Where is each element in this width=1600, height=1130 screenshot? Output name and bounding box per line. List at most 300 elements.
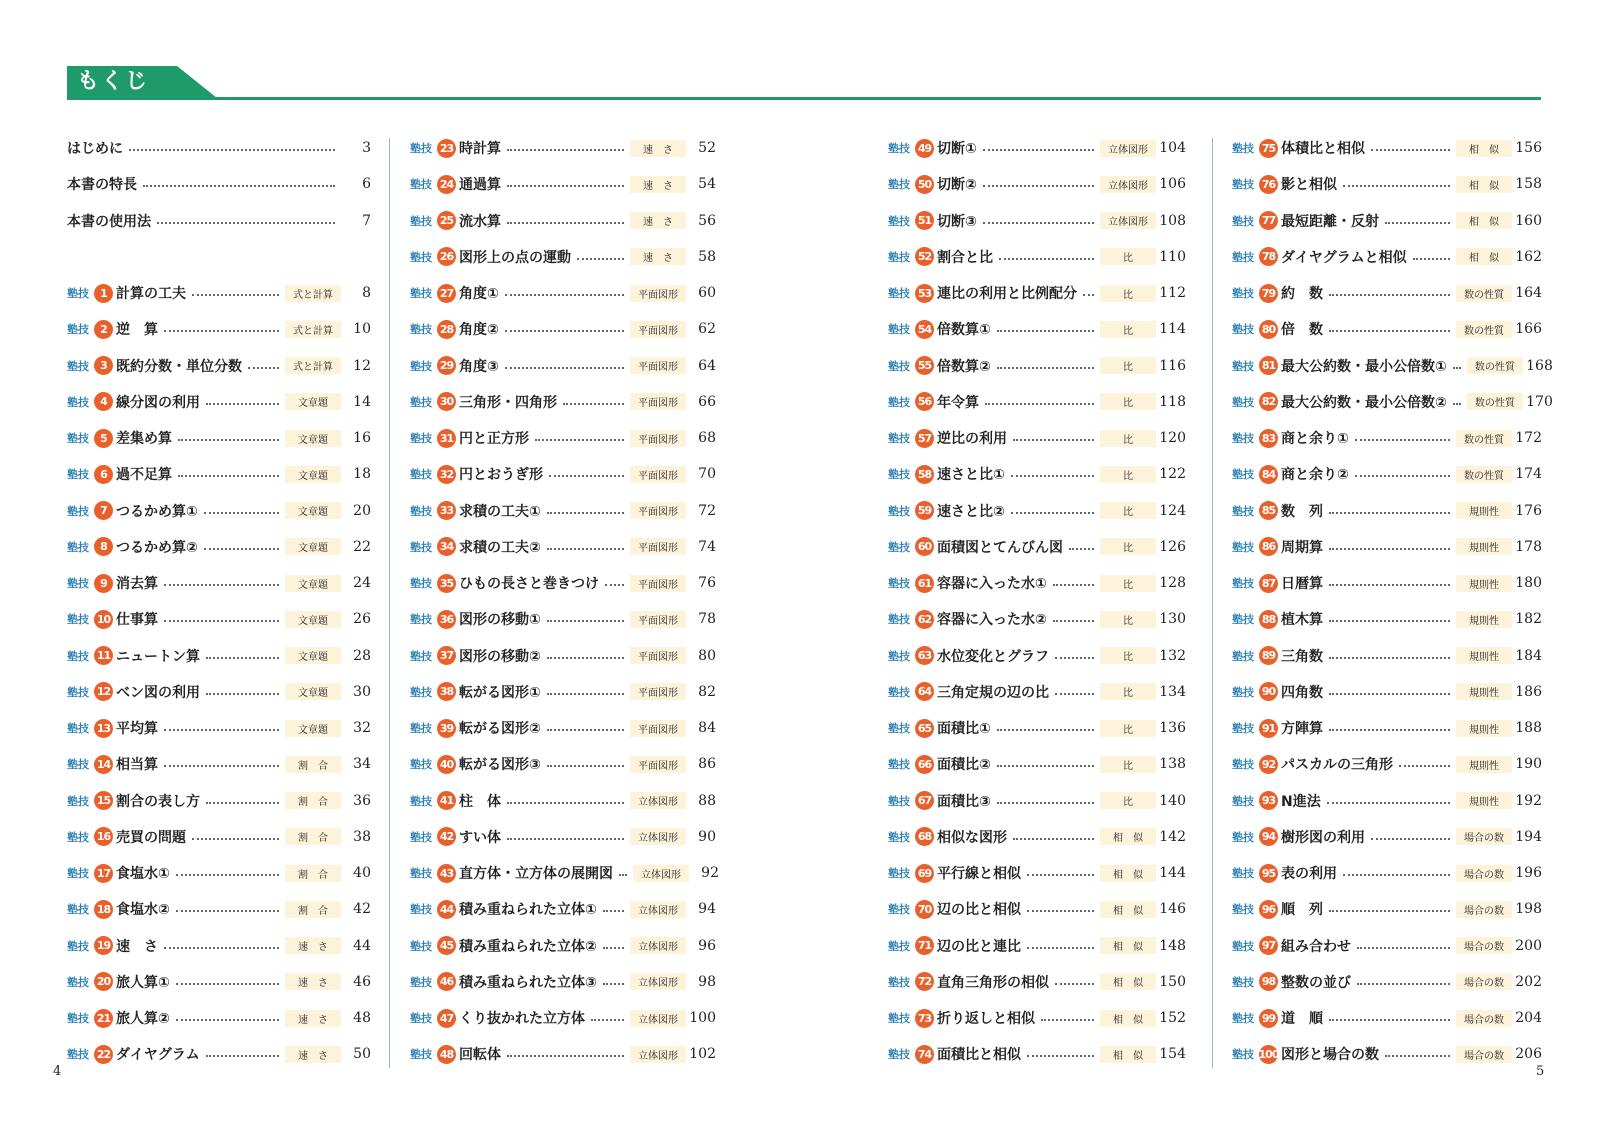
toc-entry[interactable] <box>888 170 1186 198</box>
entry-title: 積み重ねられた立体① <box>459 902 597 919</box>
toc-entry[interactable] <box>1232 932 1542 960</box>
toc-entry[interactable] <box>410 460 716 488</box>
leader-dots <box>547 512 624 514</box>
toc-entry[interactable] <box>410 787 716 815</box>
category-label: 比 <box>1100 248 1156 265</box>
juku-tag: 塾技 <box>410 395 432 409</box>
toc-entry[interactable] <box>888 859 1186 887</box>
entry-page: 36 <box>353 792 371 809</box>
toc-entry[interactable] <box>67 388 371 416</box>
toc-entry[interactable] <box>67 533 371 561</box>
toc-entry[interactable] <box>888 1004 1186 1032</box>
entry-page: 122 <box>1159 466 1186 483</box>
toc-entry[interactable] <box>1232 460 1542 488</box>
leader-dots <box>999 258 1094 260</box>
toc-entry[interactable] <box>1232 243 1542 271</box>
entry-page: 54 <box>698 176 716 193</box>
entry-number-badge: 17 <box>94 864 113 883</box>
entry-page: 24 <box>353 575 371 591</box>
leader-dots <box>1027 947 1094 949</box>
toc-entry[interactable] <box>1232 859 1542 887</box>
juku-tag: 塾技 <box>410 504 432 518</box>
entry-title: 過不足算 <box>116 467 172 484</box>
juku-tag: 塾技 <box>1232 540 1254 554</box>
entry-number-badge: 40 <box>437 755 456 774</box>
leader-dots <box>1011 475 1094 477</box>
entry-page: 8 <box>362 285 371 301</box>
category-label: 数の性質 <box>1456 321 1512 338</box>
entry-title: ダイヤグラム <box>116 1047 200 1064</box>
toc-entry[interactable] <box>410 678 716 706</box>
leader-dots <box>176 983 279 985</box>
toc-header <box>67 66 1541 100</box>
entry-number-badge: 22 <box>94 1045 113 1064</box>
category-label: 立体図形 <box>1100 140 1156 157</box>
juku-tag: 塾技 <box>888 1048 910 1062</box>
toc-entry[interactable] <box>888 750 1186 778</box>
entry-number-badge: 86 <box>1259 537 1278 556</box>
entry-number-badge: 24 <box>437 175 456 194</box>
entry-number-badge: 32 <box>437 465 456 484</box>
toc-entry[interactable] <box>410 134 716 162</box>
toc-entry[interactable] <box>67 279 371 307</box>
toc-entry[interactable] <box>888 243 1186 271</box>
entry-number-badge: 89 <box>1259 646 1278 665</box>
juku-tag: 塾技 <box>888 323 910 337</box>
toc-entry[interactable] <box>410 1040 716 1068</box>
category-label: 比 <box>1100 321 1156 338</box>
leader-dots <box>997 330 1094 332</box>
leader-dots <box>1329 294 1450 296</box>
entry-page: 190 <box>1515 756 1542 773</box>
category-label: 規則性 <box>1456 611 1512 628</box>
leader-dots <box>1329 330 1450 332</box>
leader-dots <box>176 874 279 876</box>
toc-entry[interactable] <box>1232 895 1542 923</box>
leader-dots <box>997 729 1094 731</box>
toc-entry[interactable] <box>67 787 371 815</box>
toc-entry[interactable] <box>1232 497 1542 525</box>
leader-dots <box>1329 910 1450 912</box>
leader-dots <box>1371 838 1450 840</box>
entry-page: 180 <box>1515 575 1542 591</box>
category-label: 数の性質 <box>1456 430 1512 447</box>
entry-title: 直角三角形の相似 <box>937 974 1049 991</box>
toc-entry[interactable] <box>1232 207 1542 235</box>
entry-page: 132 <box>1159 647 1186 664</box>
toc-entry[interactable] <box>888 642 1186 670</box>
toc-entry[interactable] <box>410 569 716 597</box>
category-label: 平面図形 <box>630 756 686 773</box>
leader-dots <box>1329 584 1450 586</box>
entry-page: 142 <box>1159 828 1186 845</box>
juku-tag: 塾技 <box>1232 323 1254 337</box>
entry-page: 7 <box>362 212 371 229</box>
leader-dots <box>164 947 279 949</box>
entry-title: 面積比と相似 <box>937 1047 1021 1064</box>
juku-tag: 塾技 <box>410 540 432 554</box>
entry-page: 26 <box>353 611 371 628</box>
toc-entry[interactable] <box>888 424 1186 452</box>
entry-page: 102 <box>689 1046 716 1063</box>
category-label: 割 合 <box>285 865 341 882</box>
leader-dots <box>549 475 624 477</box>
juku-tag: 塾技 <box>410 577 432 590</box>
leader-dots <box>1053 584 1094 586</box>
toc-entry[interactable] <box>1232 424 1542 452</box>
entry-title: 倍 数 <box>1281 322 1323 339</box>
juku-tag: 塾技 <box>888 722 910 735</box>
entry-number-badge: 61 <box>915 574 934 593</box>
toc-entry[interactable] <box>888 460 1186 488</box>
toc-entry[interactable] <box>67 932 371 960</box>
toc-entry[interactable] <box>888 968 1186 996</box>
category-label: 相 似 <box>1100 865 1156 882</box>
toc-entry[interactable] <box>1232 352 1553 380</box>
toc-entry[interactable] <box>67 968 371 996</box>
entry-number-badge: 97 <box>1259 936 1278 955</box>
leader-dots <box>206 403 279 405</box>
entry-page: 82 <box>698 683 716 700</box>
toc-entry[interactable] <box>410 605 716 633</box>
toc-entry[interactable] <box>888 207 1186 235</box>
toc-entry[interactable] <box>1232 823 1542 851</box>
toc-entry[interactable] <box>410 895 716 923</box>
toc-entry[interactable] <box>410 170 716 198</box>
toc-entry[interactable] <box>410 968 716 996</box>
entry-page: 182 <box>1515 611 1542 628</box>
toc-entry[interactable] <box>888 279 1186 307</box>
toc-entry[interactable] <box>1232 642 1542 670</box>
entry-number-badge: 18 <box>94 900 113 919</box>
category-label: 速 さ <box>285 973 341 990</box>
entry-number-badge: 35 <box>437 574 456 593</box>
toc-entry[interactable] <box>888 823 1186 851</box>
entry-page: 116 <box>1159 357 1186 374</box>
juku-tag: 塾技 <box>410 903 432 917</box>
entry-number-badge: 1 <box>94 284 113 303</box>
juku-tag: 塾技 <box>888 867 910 880</box>
leader-dots <box>983 149 1094 151</box>
juku-tag: 塾技 <box>1232 903 1254 917</box>
entry-page: 130 <box>1159 611 1186 628</box>
juku-tag: 塾技 <box>888 939 910 953</box>
toc-entry[interactable] <box>410 750 716 778</box>
juku-tag: 塾技 <box>888 685 910 699</box>
leader-dots <box>1385 222 1450 224</box>
toc-entry[interactable] <box>67 315 371 343</box>
entry-page: 108 <box>1159 212 1186 229</box>
category-label: 立体図形 <box>630 937 686 954</box>
category-label: 平面図形 <box>630 575 686 592</box>
toc-entry[interactable] <box>888 1040 1186 1068</box>
toc-entry[interactable] <box>410 352 716 380</box>
category-label: 平面図形 <box>630 393 686 410</box>
leader-dots <box>1055 657 1094 659</box>
category-label: 数の性質 <box>1467 393 1523 410</box>
leader-dots <box>605 584 624 586</box>
toc-entry[interactable] <box>410 424 716 452</box>
toc-entry[interactable] <box>888 533 1186 561</box>
category-label: 比 <box>1100 285 1156 302</box>
juku-tag: 塾技 <box>1232 975 1254 989</box>
category-label: 規則性 <box>1456 575 1512 592</box>
leader-dots <box>983 222 1094 224</box>
toc-entry[interactable] <box>888 678 1186 706</box>
category-label: 比 <box>1100 756 1156 773</box>
entry-page: 52 <box>698 140 716 156</box>
toc-entry[interactable] <box>888 388 1186 416</box>
toc-entry[interactable] <box>67 750 371 778</box>
entry-title: 倍数算① <box>937 322 991 339</box>
toc-entry[interactable] <box>67 497 371 525</box>
entry-page: 10 <box>353 321 371 338</box>
toc-entry[interactable] <box>67 859 371 887</box>
entry-number-badge: 79 <box>1259 284 1278 303</box>
leader-dots <box>1041 1019 1094 1021</box>
toc-entry[interactable] <box>67 1040 371 1068</box>
entry-page: 100 <box>689 1010 716 1026</box>
entry-number-badge: 76 <box>1259 175 1278 194</box>
entry-title: 角度③ <box>459 358 499 375</box>
toc-entry[interactable] <box>888 497 1186 525</box>
juku-tag: 塾技 <box>67 577 89 590</box>
toc-entry[interactable] <box>1232 1004 1542 1032</box>
juku-tag: 塾技 <box>1232 504 1254 518</box>
entry-number-badge: 33 <box>437 501 456 520</box>
leader-dots <box>164 620 279 622</box>
toc-entry[interactable] <box>410 279 716 307</box>
toc-entry[interactable] <box>67 424 371 452</box>
toc-entry[interactable] <box>67 352 371 380</box>
category-label: 割 合 <box>285 792 341 809</box>
toc-entry[interactable] <box>1232 714 1542 742</box>
toc-entry[interactable] <box>67 678 371 706</box>
category-label: 相 似 <box>1100 1010 1156 1027</box>
entry-number-badge: 63 <box>915 646 934 665</box>
toc-entry[interactable] <box>1232 134 1542 162</box>
category-label: 割 合 <box>285 828 341 845</box>
entry-number-badge: 82 <box>1259 392 1278 411</box>
toc-entry[interactable] <box>410 823 716 851</box>
category-label: 文章題 <box>285 683 341 700</box>
juku-tag: 塾技 <box>888 142 910 155</box>
toc-entry[interactable] <box>888 315 1186 343</box>
category-label: 場合の数 <box>1456 828 1512 845</box>
juku-tag: 塾技 <box>410 685 432 699</box>
entry-number-badge: 2 <box>94 320 113 339</box>
toc-entry[interactable] <box>67 170 371 198</box>
juku-tag: 塾技 <box>1232 178 1254 192</box>
category-label: 式と計算 <box>285 285 341 302</box>
entry-number-badge: 58 <box>915 465 934 484</box>
entry-page: 92 <box>701 865 719 881</box>
entry-page: 206 <box>1515 1046 1542 1063</box>
category-label: 比 <box>1100 393 1156 410</box>
juku-tag: 塾技 <box>67 1012 89 1025</box>
toc-entry[interactable] <box>410 207 716 235</box>
juku-tag: 塾技 <box>888 540 910 554</box>
entry-number-badge: 42 <box>437 827 456 846</box>
entry-number-badge: 14 <box>94 755 113 774</box>
toc-column-1 <box>67 134 371 1064</box>
juku-tag: 塾技 <box>67 432 89 445</box>
entry-page: 168 <box>1526 357 1553 374</box>
toc-entry[interactable] <box>1232 968 1542 996</box>
toc-entry[interactable] <box>410 388 716 416</box>
entry-number-badge: 9 <box>94 574 113 593</box>
entry-page: 162 <box>1515 248 1542 265</box>
toc-entry[interactable] <box>67 134 371 162</box>
toc-entry[interactable] <box>410 315 716 343</box>
leader-dots <box>985 403 1094 405</box>
category-label: 平面図形 <box>630 357 686 374</box>
leader-dots <box>1453 403 1461 405</box>
toc-entry[interactable] <box>888 895 1186 923</box>
juku-tag: 塾技 <box>410 142 432 155</box>
leader-dots <box>507 222 624 224</box>
entry-number-badge: 28 <box>437 320 456 339</box>
entry-number-badge: 50 <box>915 175 934 194</box>
toc-entry[interactable] <box>1232 170 1542 198</box>
entry-number-badge: 54 <box>915 320 934 339</box>
entry-title: 売買の問題 <box>116 829 186 846</box>
column-divider <box>389 138 390 1068</box>
category-label: 比 <box>1100 647 1156 664</box>
entry-number-badge: 84 <box>1259 465 1278 484</box>
toc-entry[interactable] <box>410 932 716 960</box>
entry-page: 18 <box>353 466 371 483</box>
toc-entry[interactable] <box>410 714 716 742</box>
entry-page: 80 <box>698 647 716 664</box>
toc-entry[interactable] <box>1232 388 1553 416</box>
entry-number-badge: 39 <box>437 719 456 738</box>
toc-entry[interactable] <box>67 605 371 633</box>
entry-number-badge: 66 <box>915 755 934 774</box>
category-label: 平面図形 <box>630 720 686 737</box>
toc-entry[interactable] <box>1232 605 1542 633</box>
toc-entry[interactable] <box>410 859 719 887</box>
category-label: 比 <box>1100 611 1156 628</box>
toc-entry[interactable] <box>67 895 371 923</box>
category-label: 平面図形 <box>630 683 686 700</box>
entry-page: 46 <box>353 973 371 990</box>
entry-number-badge: 78 <box>1259 247 1278 266</box>
entry-page: 62 <box>698 321 716 338</box>
entry-title: 三角定規の辺の比 <box>937 684 1049 701</box>
entry-title: 食塩水① <box>116 866 170 882</box>
category-label: 数の性質 <box>1467 357 1523 374</box>
toc-entry[interactable] <box>1232 315 1542 343</box>
juku-tag: 塾技 <box>1232 1048 1254 1062</box>
entry-number-badge: 94 <box>1259 827 1278 846</box>
toc-entry[interactable] <box>1232 279 1542 307</box>
entry-page: 112 <box>1159 285 1186 301</box>
category-label: 場合の数 <box>1456 865 1512 882</box>
toc-entry[interactable] <box>1232 1040 1542 1068</box>
toc-entry[interactable] <box>67 1004 371 1032</box>
entry-number-badge: 83 <box>1259 429 1278 448</box>
leader-dots <box>176 1019 279 1021</box>
toc-entry[interactable] <box>67 714 371 742</box>
toc-entry[interactable] <box>888 787 1186 815</box>
entry-number-badge: 53 <box>915 284 934 303</box>
toc-entry[interactable] <box>888 134 1186 162</box>
entry-page: 6 <box>362 176 371 193</box>
juku-tag: 塾技 <box>1232 1012 1254 1025</box>
toc-entry[interactable] <box>67 823 371 851</box>
category-label: 式と計算 <box>285 357 341 374</box>
leader-dots <box>997 802 1094 804</box>
toc-entry[interactable] <box>410 1004 716 1032</box>
leader-dots <box>1327 802 1450 804</box>
leader-dots <box>577 258 624 260</box>
entry-title: 辺の比と連比 <box>937 938 1021 955</box>
entry-number-badge: 90 <box>1259 682 1278 701</box>
entry-title: ダイヤグラムと相似 <box>1281 249 1407 266</box>
toc-entry[interactable] <box>888 569 1186 597</box>
entry-title: 転がる図形③ <box>459 757 541 774</box>
entry-page: 150 <box>1159 973 1186 990</box>
toc-entry[interactable] <box>1232 569 1542 597</box>
juku-tag: 塾技 <box>410 794 432 808</box>
entry-title: 割合と比 <box>937 249 993 266</box>
entry-title: 面積図とてんびん図 <box>937 539 1063 556</box>
toc-entry[interactable] <box>410 533 716 561</box>
toc-entry[interactable] <box>410 243 716 271</box>
entry-title: 切断② <box>937 177 977 194</box>
category-label: 立体図形 <box>630 901 686 918</box>
juku-tag: 塾技 <box>67 395 89 409</box>
category-label: 場合の数 <box>1456 1046 1512 1063</box>
entry-title: 平均算 <box>116 721 158 737</box>
toc-entry[interactable] <box>67 207 371 235</box>
toc-entry[interactable] <box>67 460 371 488</box>
entry-page: 140 <box>1159 792 1186 809</box>
toc-entry[interactable] <box>67 642 371 670</box>
juku-tag: 塾技 <box>67 903 89 917</box>
entry-number-badge: 98 <box>1259 972 1278 991</box>
toc-entry[interactable] <box>1232 678 1542 706</box>
toc-entry[interactable] <box>1232 533 1542 561</box>
toc-entry[interactable] <box>410 642 716 670</box>
entry-title: すい体 <box>459 829 501 846</box>
category-label: 立体図形 <box>630 1010 686 1027</box>
leader-dots <box>206 657 279 659</box>
entry-page: 78 <box>698 611 716 628</box>
toc-entry[interactable] <box>67 569 371 597</box>
category-label: 相 似 <box>1100 973 1156 990</box>
entry-title: 三角数 <box>1281 648 1323 665</box>
entry-page: 106 <box>1159 176 1186 193</box>
juku-tag: 塾技 <box>67 867 89 880</box>
entry-title: 求積の工夫② <box>459 539 541 556</box>
toc-entry[interactable] <box>1232 787 1542 815</box>
entry-title: 旅人算① <box>116 974 170 991</box>
toc-entry[interactable] <box>888 605 1186 633</box>
entry-page: 170 <box>1526 393 1553 410</box>
juku-tag: 塾技 <box>67 758 89 772</box>
category-label: 比 <box>1100 466 1156 483</box>
toc-entry[interactable] <box>1232 750 1542 778</box>
entry-title: 日暦算 <box>1281 576 1323 592</box>
entry-number-badge: 8 <box>94 537 113 556</box>
toc-entry[interactable] <box>410 497 716 525</box>
toc-entry[interactable] <box>888 932 1186 960</box>
category-label: 比 <box>1100 792 1156 809</box>
toc-entry[interactable] <box>888 714 1186 742</box>
toc-entry[interactable] <box>888 352 1186 380</box>
